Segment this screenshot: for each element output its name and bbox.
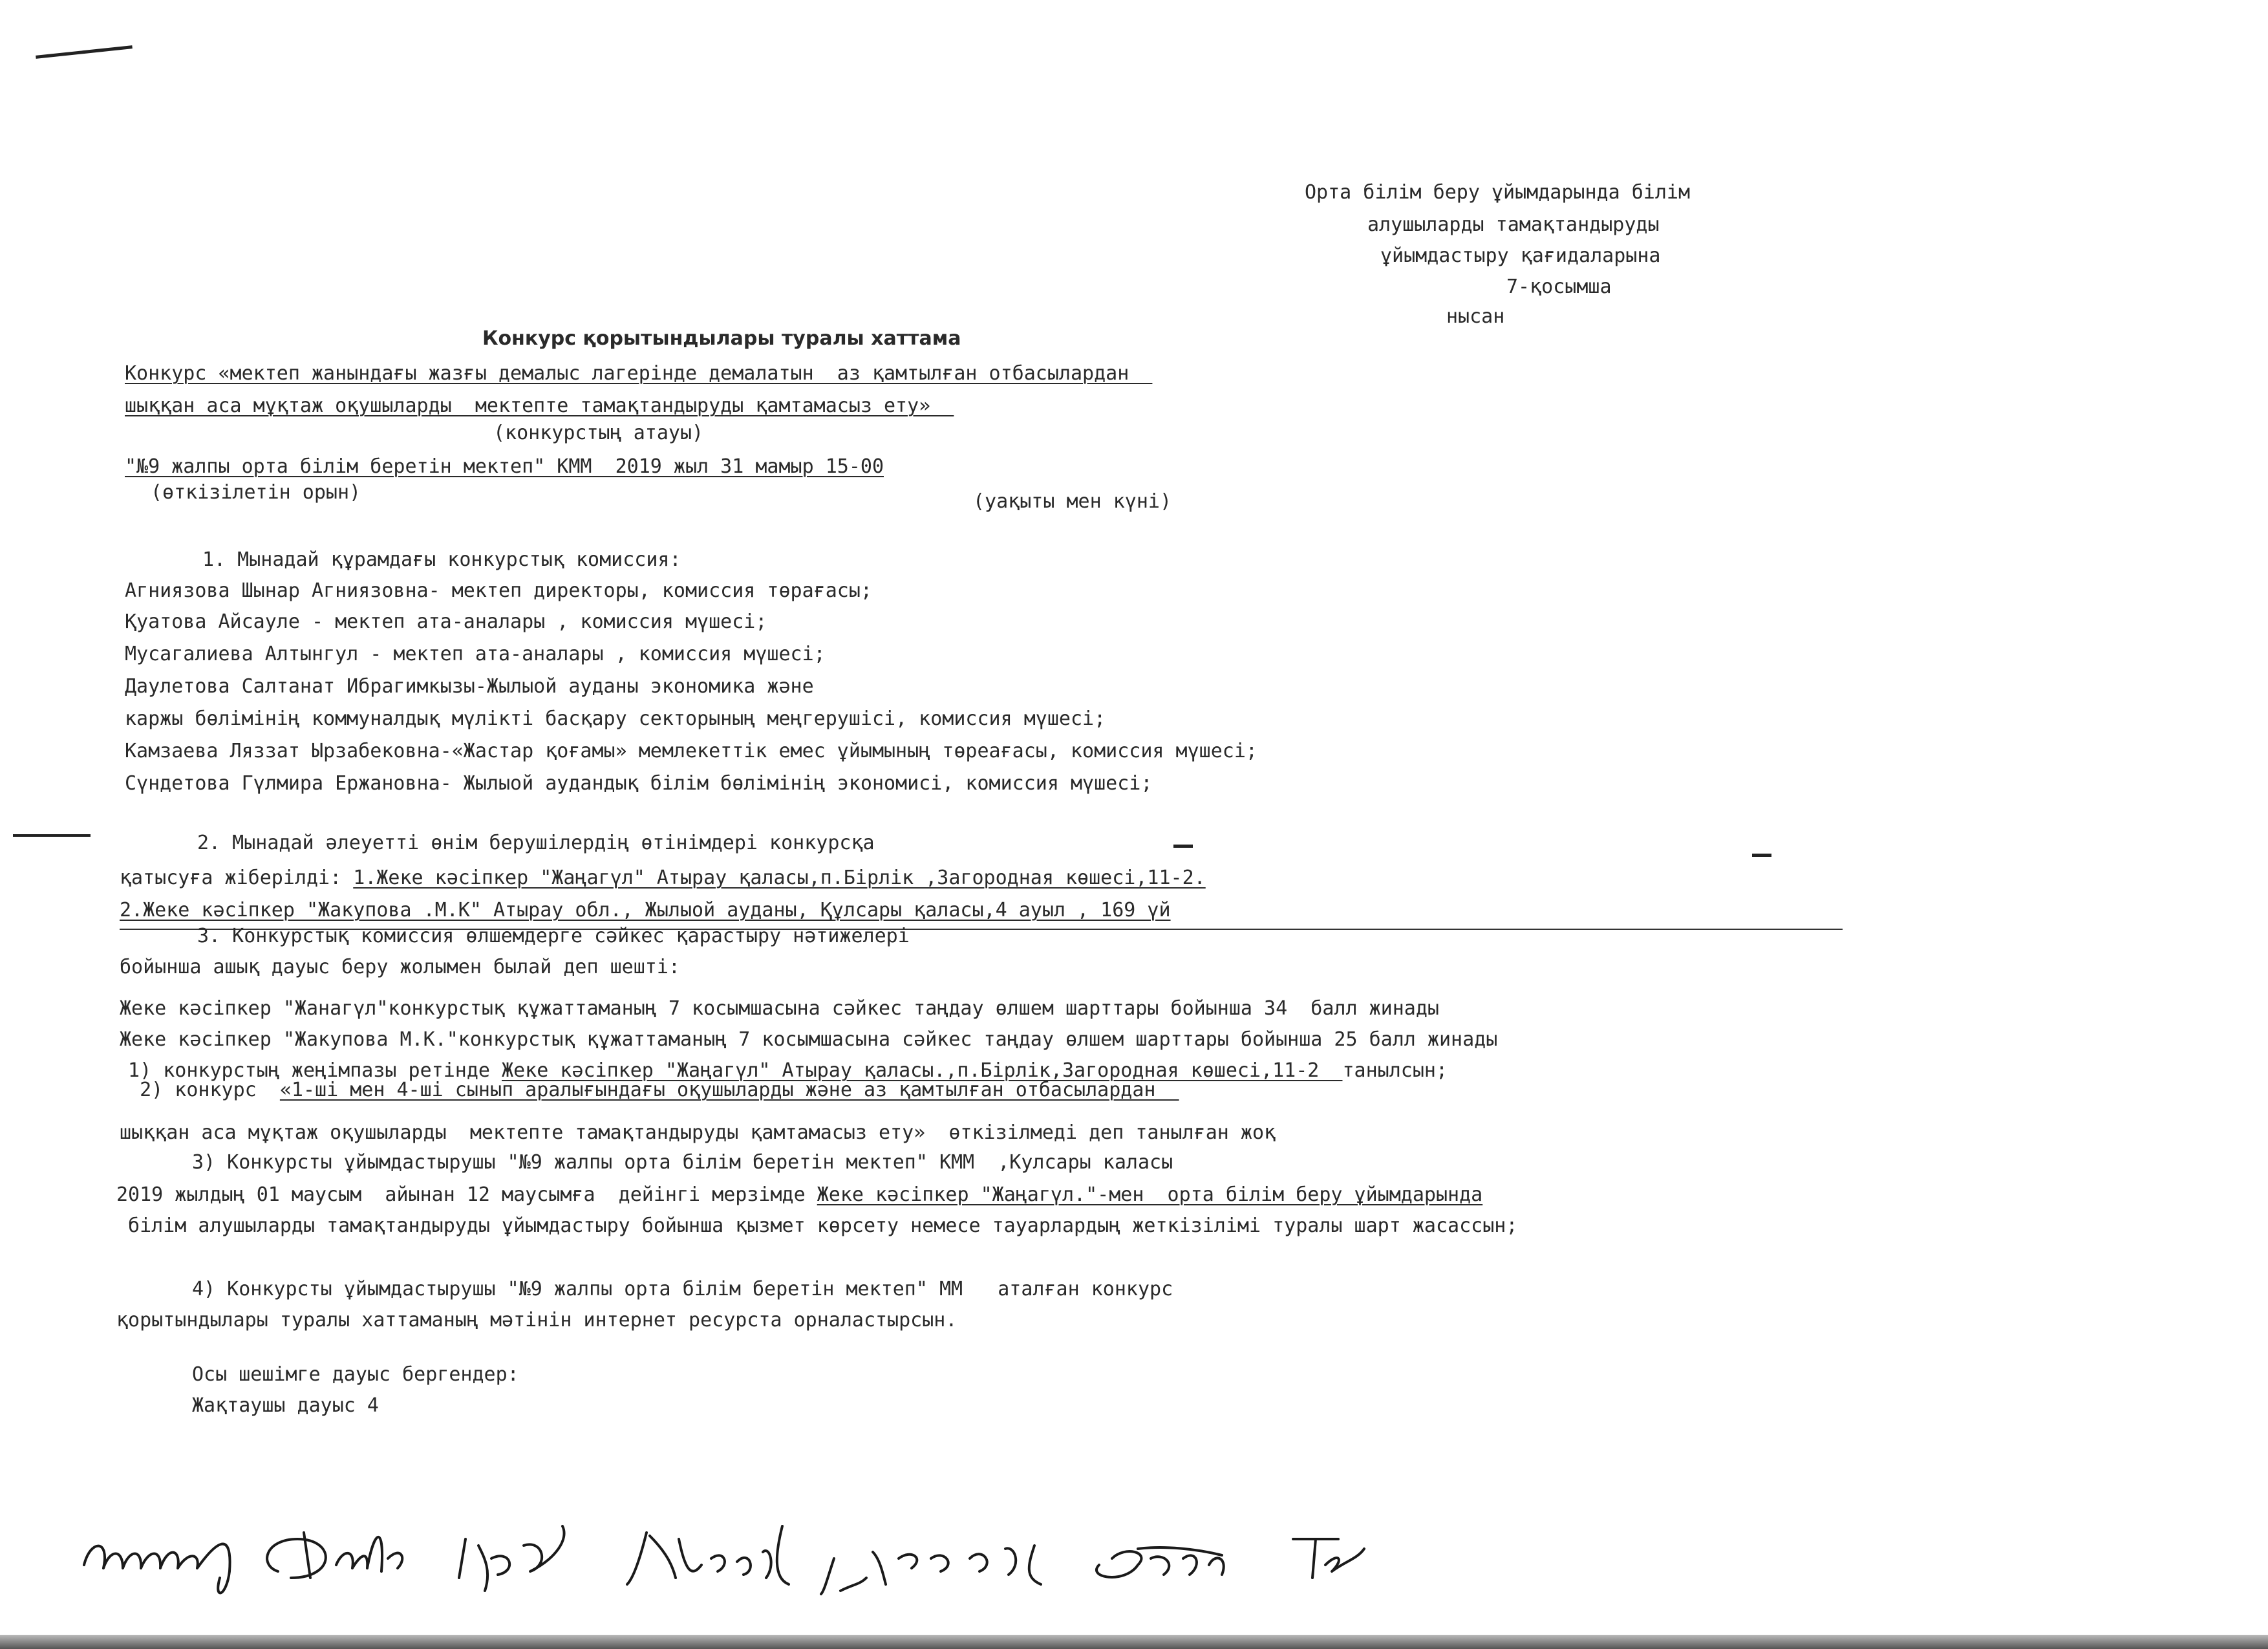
item2-underlined: «1-ші мен 4-ші сынып аралығындағы оқушыларды және аз қамтылған отбасылардан <box>279 1079 1179 1101</box>
commission-member: Сүндетова Гүлмира Ержановна- Жылыой аудандық білім бөлімінің экономисі, комиссия мүшесі; <box>125 772 1153 795</box>
winner-name: Жеке кәсіпкер "Жаңагүл" Атырау қаласы.,п.Бірлік,Загородная көшесі,11-2 <box>502 1059 1343 1082</box>
commission-member: Мусагалиева Алтынгул - мектеп ата-аналары , комиссия мүшесі; <box>125 643 826 665</box>
section2-line-1: 2. Мынадай әлеуетті өнім берушілердің өтінімдері конкурсқа <box>197 832 875 854</box>
contest-name-line-2: шыққан аса мұқтаж оқушыларды мектепте тамақтандыруды қамтамасыз ету» <box>125 394 954 417</box>
section4-line-2: қорытындылары туралы хаттаманың мәтінін интернет ресурста орналастырсын. <box>116 1309 957 1331</box>
signature-2 <box>267 1533 402 1578</box>
scan-mark-right <box>1752 854 1771 857</box>
item3-prefix: 2019 жылдың 01 маусым айынан 12 маусымға дейінгі мерзімде <box>116 1183 817 1206</box>
item3-line-2 <box>116 1183 1482 1207</box>
scan-mark-mid <box>1173 845 1193 848</box>
score-line-1: Жеке кәсіпкер "Жанагүл"конкурстық құжаттаманың 7 косымшасына сәйкес таңдау өлшем шарттары бойынша 34 балл жинады <box>120 997 1439 1020</box>
votes-line-1: Осы шешімге дауыс бергендер: <box>192 1363 519 1386</box>
signature-1 <box>84 1544 230 1593</box>
section2-prefix: қатысуға жіберілді: <box>120 867 354 889</box>
place-caption: (өткізілетін орын) <box>151 481 361 504</box>
item2-line-2: шыққан аса мұқтаж оқушыларды мектепте тамақтандыруды қамтамасыз ету» өткізілмеді деп танылған жоқ <box>120 1121 1276 1144</box>
item3-underlined: Жеке кәсіпкер "Жаңагүл."-мен орта білім беру ұйымдарында <box>817 1183 1483 1206</box>
header-right-line-2: алушыларды тамақтандыруды <box>1367 213 1660 236</box>
supplier-1: 1.Жеке кәсіпкер "Жаңагүл" Атырау қаласы,п.Бірлік ,Загородная көшесі,11-2. <box>353 867 1206 889</box>
page-title: Конкурс қорытындылары туралы хаттама <box>482 327 961 350</box>
commission-member: Қуатова Айсауле - мектеп ата-аналары , комиссия мүшесі; <box>125 610 767 633</box>
section4-line-1: 4) Конкурсты ұйымдастырушы "№9 жалпы орта білім беретін мектеп" ММ аталған конкурс <box>192 1278 1173 1300</box>
item2-prefix: 2) конкурс <box>116 1079 280 1101</box>
header-right-line-1: Орта білім беру ұйымдарында білім <box>1305 181 1691 204</box>
commission-member: каржы бөлімінің коммуналдық мүлікті басқару секторының меңгерушісі, комиссия мүшесі; <box>125 707 1106 730</box>
winner-prefix: 1) конкурстың жеңімпазы ретінде <box>116 1059 502 1082</box>
votes-line-2: Жақтаушы дауыс 4 <box>192 1394 379 1417</box>
scan-mark-top-left <box>36 45 133 59</box>
time-caption: (уақыты мен күні) <box>973 490 1172 513</box>
contest-name-caption: (конкурстың атауы) <box>493 422 704 444</box>
scan-bottom-edge <box>0 1635 2268 1649</box>
commission-member: Агниязова Шынар Агниязовна- мектеп директоры, комиссия төрағасы; <box>125 579 872 602</box>
commission-member: Даулетова Салтанат Ибрагимкызы-Жылыой ауданы экономика және <box>125 675 814 698</box>
signature-7 <box>1293 1539 1364 1578</box>
signature-4 <box>627 1526 789 1584</box>
item3-line-3: білім алушыларды тамақтандыруды ұйымдастыру бойынша қызмет көрсету немесе тауарлардың жеткізілімі туралы шарт жасассын; <box>116 1214 1518 1237</box>
item2-line-1 <box>116 1079 1179 1102</box>
winner-suffix: танылсын; <box>1342 1059 1448 1082</box>
section2-line-2 <box>120 867 1206 890</box>
header-right-line-3: ұйымдастыру қағидаларына <box>1380 244 1661 267</box>
supplier-2: 2.Жеке кәсіпкер "Жакупова .М.К" Атырау обл., Жылыой ауданы, Құлсары қаласы,4 ауыл , 169 үй <box>120 899 1171 921</box>
signature-3 <box>459 1526 564 1591</box>
place-line: "№9 жалпы орта білім беретін мектеп" КММ 2019 жыл 31 мамыр 15-00 <box>125 455 884 478</box>
header-right-line-5: нысан <box>1446 305 1505 328</box>
header-right-line-4: 7-қосымша <box>1506 275 1612 298</box>
section3-line-1: 3. Конкурстық комиссия өлшемдерге сәйкес қарастыру нәтижелері <box>197 925 910 947</box>
item3-line-1: 3) Конкурсты ұйымдастырушы "№9 жалпы орта білім беретін мектеп" КММ ,Кулсары каласы <box>192 1151 1173 1174</box>
scan-mark-left <box>13 834 91 837</box>
score-line-2: Жеке кәсіпкер "Жакупова М.К."конкурстық құжаттаманың 7 косымшасына сәйкес таңдау өлшем шарттары бойынша 25 балл жинады <box>120 1028 1498 1051</box>
contest-name-line-1: Конкурс «мектеп жанындағы жазғы демалыс лагерінде демалатын аз қамтылған отбасылардан <box>125 362 1153 385</box>
section3-line-2: бойынша ашық дауыс беру жолымен былай деп шешті: <box>120 956 680 978</box>
signature-6 <box>1097 1547 1224 1577</box>
signature-5 <box>821 1546 1041 1594</box>
signatures <box>65 1487 1422 1617</box>
commission-member: Камзаева Ляззат Ырзабековна-«Жастар қоғамы» мемлекеттік емес ұйымының төреағасы, комиссия мүшесі; <box>125 740 1257 762</box>
commission-heading: 1. Мынадай құрамдағы конкурстық комиссия: <box>202 548 681 571</box>
